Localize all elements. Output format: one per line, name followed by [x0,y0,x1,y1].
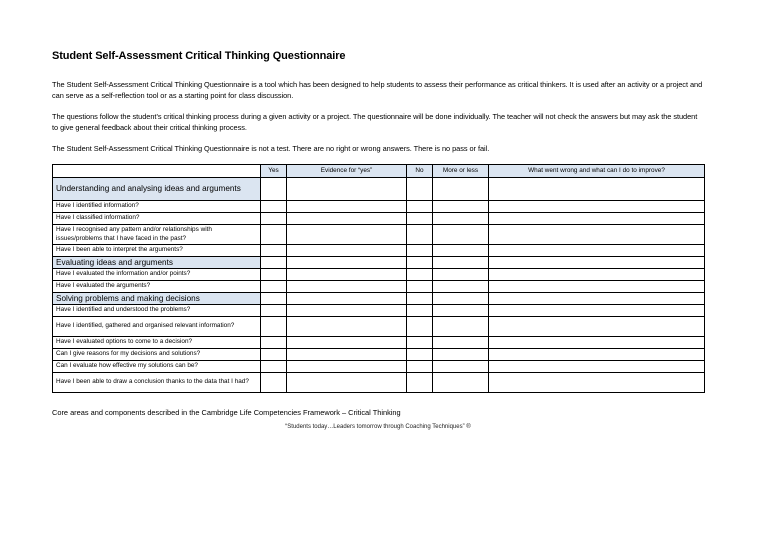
table-row [53,305,705,317]
evidence-cell[interactable] [287,257,407,269]
more-or-less-cell[interactable] [433,349,489,361]
yes-cell[interactable] [261,281,287,293]
no-cell[interactable] [407,349,433,361]
framework-source-note: Core areas and components described in the Cambridge Life Competencies Framework – Critical Thinking [52,408,401,417]
evidence-cell[interactable] [287,245,407,257]
no-cell[interactable] [407,305,433,317]
more-or-less-cell[interactable] [433,281,489,293]
tagline: “Students today…Leaders tomorrow through Coaching Techniques” ® [285,424,471,430]
evidence-cell[interactable] [287,337,407,349]
more-or-less-cell[interactable] [433,269,489,281]
section-title: Understanding and analysing ideas and arguments [53,178,261,201]
yes-cell[interactable] [261,257,287,269]
question-text: Have I identified, gathered and organised relevant information? [53,317,261,337]
more-or-less-cell[interactable] [433,245,489,257]
no-cell[interactable] [407,257,433,269]
improve-cell[interactable] [489,257,705,269]
no-cell[interactable] [407,178,433,201]
no-cell[interactable] [407,293,433,305]
more-or-less-cell[interactable] [433,337,489,349]
evidence-cell[interactable] [287,225,407,245]
question-text: Have I evaluated options to come to a decision? [53,337,261,349]
evidence-cell[interactable] [287,305,407,317]
document-title: Student Self-Assessment Critical Thinking Questionnaire [52,50,346,62]
question-text: Have I classified information? [53,213,261,225]
table-row [53,213,705,225]
yes-cell[interactable] [261,349,287,361]
no-cell[interactable] [407,225,433,245]
yes-cell[interactable] [261,178,287,201]
question-text: Have I been able to interpret the arguments? [53,245,261,257]
evidence-cell[interactable] [287,293,407,305]
no-cell[interactable] [407,361,433,373]
evidence-cell[interactable] [287,281,407,293]
yes-cell[interactable] [261,373,287,393]
yes-cell[interactable] [261,269,287,281]
no-cell[interactable] [407,245,433,257]
evidence-cell[interactable] [287,201,407,213]
document-page [52,50,704,430]
table-header-row [53,165,705,178]
intro-paragraph: The Student Self-Assessment Critical Thinking Questionnaire is a tool which has been designed to help students to assess their performance as critical thinkers. It is used after an activity or a project and can serve as a self-reflection tool or as a starting point for class discussion. [52,80,703,100]
more-or-less-cell[interactable] [433,317,489,337]
more-or-less-cell[interactable] [433,305,489,317]
improve-cell[interactable] [489,201,705,213]
evidence-cell[interactable] [287,361,407,373]
improve-cell[interactable] [489,373,705,393]
improve-cell[interactable] [489,317,705,337]
yes-cell[interactable] [261,337,287,349]
header-improve: What went wrong and what can I do to improve? [489,165,705,178]
improve-cell[interactable] [489,305,705,317]
no-cell[interactable] [407,269,433,281]
question-text: Can I evaluate how effective my solutions can be? [53,361,261,373]
improve-cell[interactable] [489,337,705,349]
no-cell[interactable] [407,337,433,349]
evidence-cell[interactable] [287,269,407,281]
evidence-cell[interactable] [287,317,407,337]
not-a-test-paragraph: The Student Self-Assessment Critical Thinking Questionnaire is not a test. There are no right or wrong answers. There is no pass or fail. [52,144,490,153]
improve-cell[interactable] [489,213,705,225]
header-blank-cell [53,165,261,178]
more-or-less-cell[interactable] [433,178,489,201]
table-row [53,361,705,373]
more-or-less-cell[interactable] [433,257,489,269]
more-or-less-cell[interactable] [433,293,489,305]
question-text: Have I recognised any pattern and/or relationships with issues/problems that I have faced in the past? [53,225,261,245]
evidence-cell[interactable] [287,373,407,393]
section-row [53,257,705,269]
section-row [53,178,705,201]
improve-cell[interactable] [489,269,705,281]
table-row [53,269,705,281]
yes-cell[interactable] [261,245,287,257]
table-row [53,337,705,349]
question-text: Can I give reasons for my decisions and solutions? [53,349,261,361]
more-or-less-cell[interactable] [433,225,489,245]
more-or-less-cell[interactable] [433,361,489,373]
section-row [53,293,705,305]
evidence-cell[interactable] [287,178,407,201]
yes-cell[interactable] [261,293,287,305]
question-text: Have I identified and understood the problems? [53,305,261,317]
question-text: Have I identified information? [53,201,261,213]
yes-cell[interactable] [261,201,287,213]
evidence-cell[interactable] [287,349,407,361]
more-or-less-cell[interactable] [433,213,489,225]
improve-cell[interactable] [489,349,705,361]
section-title: Solving problems and making decisions [53,293,261,305]
improve-cell[interactable] [489,178,705,201]
header-evidence: Evidence for “yes” [287,165,407,178]
yes-cell[interactable] [261,361,287,373]
header-no: No [407,165,433,178]
improve-cell[interactable] [489,281,705,293]
no-cell[interactable] [407,281,433,293]
more-or-less-cell[interactable] [433,201,489,213]
header-yes: Yes [261,165,287,178]
yes-cell[interactable] [261,317,287,337]
no-cell[interactable] [407,373,433,393]
table-row [53,281,705,293]
evidence-cell[interactable] [287,213,407,225]
table-row [53,317,705,337]
improve-cell[interactable] [489,293,705,305]
table-row [53,373,705,393]
no-cell[interactable] [407,201,433,213]
improve-cell[interactable] [489,245,705,257]
yes-cell[interactable] [261,213,287,225]
question-text: Have I evaluated the information and/or points? [53,269,261,281]
header-more-or-less: More or less [433,165,489,178]
questionnaire-table [52,164,705,393]
process-paragraph: The questions follow the student’s critical thinking process during a given activity or a project. The questionnaire will be done individually. The teacher will not check the answers but may ask the student to give general feedback about their critical thinking process. [52,112,698,132]
improve-cell[interactable] [489,225,705,245]
no-cell[interactable] [407,317,433,337]
improve-cell[interactable] [489,361,705,373]
table-row [53,245,705,257]
yes-cell[interactable] [261,225,287,245]
more-or-less-cell[interactable] [433,373,489,393]
no-cell[interactable] [407,213,433,225]
table-row [53,201,705,213]
table-row [53,225,705,245]
table-row [53,349,705,361]
yes-cell[interactable] [261,305,287,317]
section-title: Evaluating ideas and arguments [53,257,261,269]
question-text: Have I evaluated the arguments? [53,281,261,293]
question-text: Have I been able to draw a conclusion thanks to the data that I had? [53,373,261,393]
